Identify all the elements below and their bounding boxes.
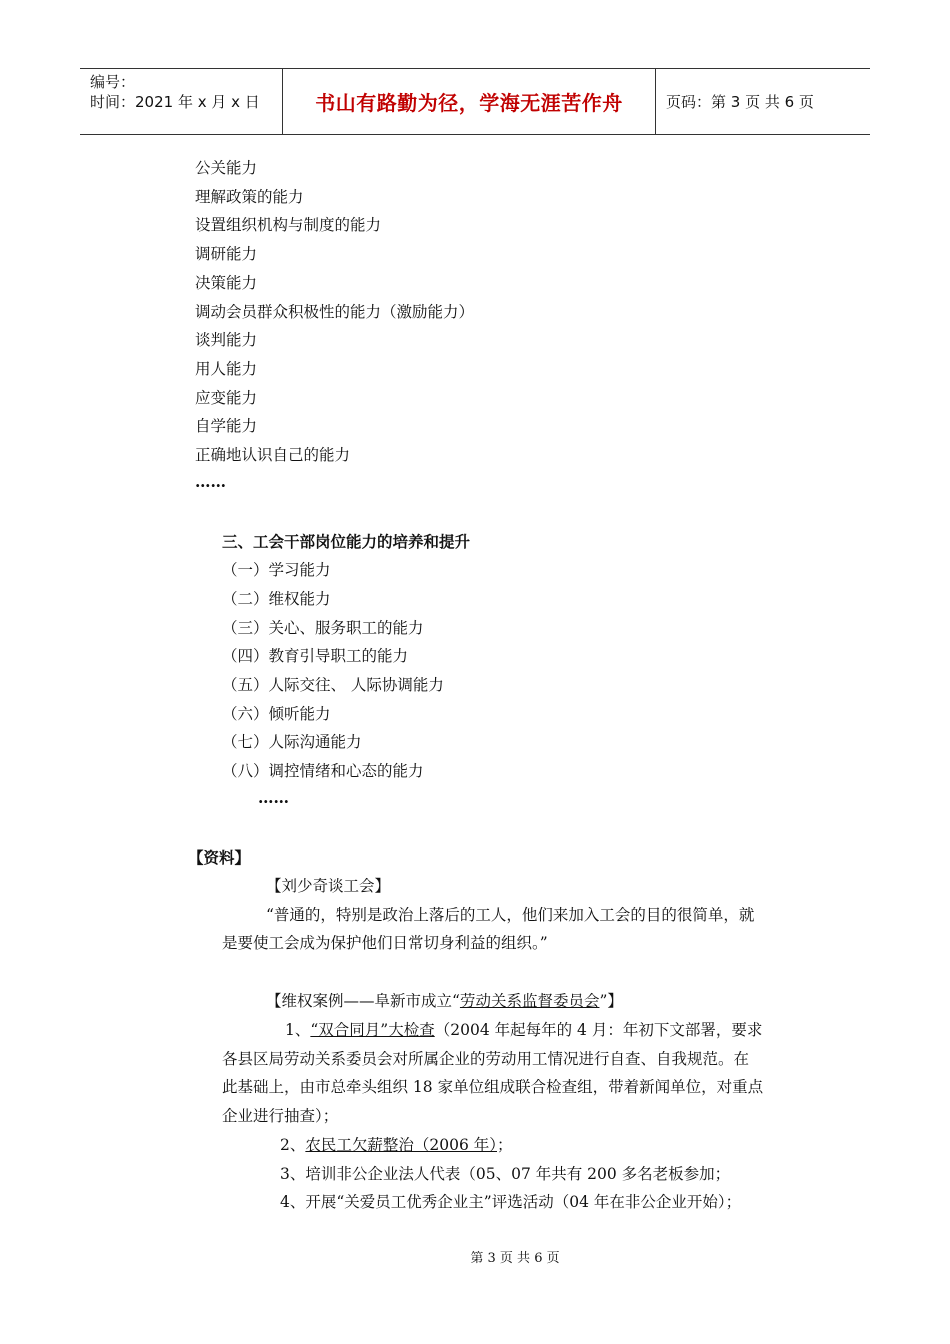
case-item-link[interactable]: “双合同月”大检查 (310, 1021, 435, 1039)
section-heading: 三、工会干部岗位能力的培养和提升 (222, 532, 471, 551)
ability-item: 设置组织机构与制度的能力 (195, 216, 382, 234)
section-item: （六）倾听能力 (222, 705, 331, 723)
quote-line: 是要使工会成为保护他们日常切身利益的组织。” (222, 934, 548, 952)
section-item: （三）关心、服务职工的能力 (222, 619, 424, 637)
case-item-4: 4、开展“关爱员工优秀企业主”评选活动（04 年在非公企业开始）； (280, 1193, 742, 1211)
ability-item: 理解政策的能力 (195, 188, 304, 206)
ability-item: 公关能力 (195, 159, 258, 177)
ability-item: 调动会员群众积极性的能力（激励能力） (195, 303, 475, 321)
case-title-post: ”】 (599, 992, 623, 1010)
ability-item: 谈判能力 (195, 331, 258, 349)
number-label: 编号： (90, 73, 136, 91)
header-page-info (656, 69, 870, 134)
section-item: （五）人际交往、 人际协调能力 (222, 676, 444, 694)
case-title (266, 991, 623, 1011)
header-motto-cell (282, 69, 656, 134)
section-item: （八）调控情绪和心态的能力 (222, 762, 424, 780)
ability-item: 自学能力 (195, 417, 258, 435)
case-item-link[interactable]: 农民工欠薪整治（2006 年） (305, 1136, 497, 1154)
ability-item: 应变能力 (195, 389, 258, 407)
case-item-line: 企业进行抽查）； (222, 1107, 339, 1125)
ability-item: 正确地认识自己的能力 (195, 446, 351, 464)
section-ellipsis: …… (258, 788, 289, 807)
motto: 书山有路勤为径，学海无涯苦作舟 (315, 91, 623, 115)
section-item: （一）学习能力 (222, 561, 331, 579)
section-item: （二）维权能力 (222, 590, 331, 608)
page-header (80, 68, 870, 135)
case-item-3: 3、培训非公企业法人代表（05、07 年共有 200 多名老板参加； (280, 1165, 731, 1183)
ability-item: 用人能力 (195, 360, 258, 378)
case-item-text: （2004 年起每年的 4 月：年初下文部署，要求 (434, 1021, 763, 1039)
case-item-num: 2、 (280, 1136, 306, 1154)
case-item-2 (280, 1135, 513, 1155)
ability-item: 决策能力 (195, 274, 258, 292)
page-info: 页码：第 3 页 共 6 页 (666, 93, 814, 111)
case-title-pre: 【维权案例——阜新市成立“ (266, 992, 460, 1010)
case-item-text: ； (497, 1136, 513, 1154)
header-meta (80, 69, 282, 134)
page-footer: 第 3 页 共 6 页 (470, 1251, 560, 1266)
section-item: （四）教育引导职工的能力 (222, 647, 409, 665)
case-item-1 (285, 1020, 762, 1040)
case-item-line: 此基础上，由市总牵头组织 18 家单位组成联合检查组，带着新闻单位，对重点 (222, 1078, 764, 1096)
case-item-line: 各县区局劳动关系委员会对所属企业的劳动用工情况进行自查、自我规范。在 (222, 1050, 750, 1068)
ability-ellipsis: …… (195, 472, 226, 491)
quote-title: 【刘少奇谈工会】 (266, 877, 391, 895)
ability-item: 调研能力 (195, 245, 258, 263)
date-label: 时间：2021 年 x 月 x 日 (90, 93, 260, 111)
materials-heading: 【资料】 (188, 848, 251, 867)
section-item: （七）人际沟通能力 (222, 733, 362, 751)
quote-line: “普通的，特别是政治上落后的工人，他们来加入工会的目的很简单，就 (266, 906, 755, 924)
case-title-link[interactable]: 劳动关系监督委员会 (459, 992, 600, 1010)
case-item-num: 1、 (285, 1021, 311, 1039)
